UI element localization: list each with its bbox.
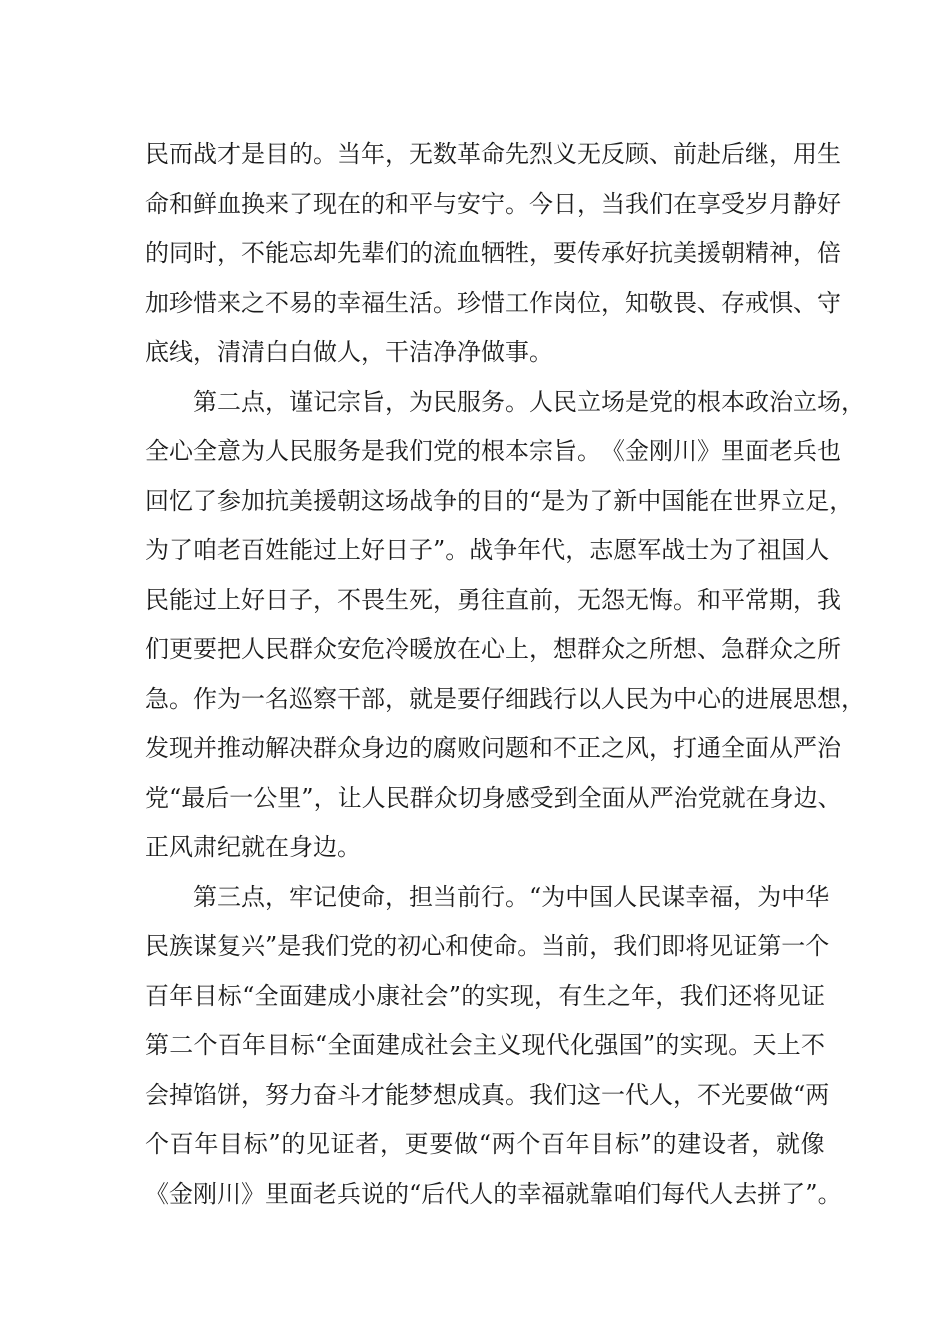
text-line: 命 和 鲜 血 换 来 了 现 在 的 和 平 与 安 宁 。 今 日 ， 当 我 们 在 享 受 岁 月 静 好: [145, 189, 841, 218]
text-line: 正风肃纪就在身边。: [145, 833, 361, 861]
text-line: 民 而 战 才 是 目 的 。 当 年 ， 无 数 革 命 先 烈 义 无 反 顾 、 前 赴 后 继 ， 用 生: [145, 140, 841, 168]
text-line: 加 珍 惜 来 之 不 易 的 幸 福 生 活 。 珍 惜 工 作 岗 位 ， 知 敬 畏 、 存 戒 惧 、 守: [145, 288, 841, 317]
text-line: 回 忆 了 参 加 抗 美 援 朝 这 场 战 争 的 目 的 “ 是 为 了 新 中 国 能 在 世 界 立 足 ，: [145, 486, 854, 515]
body-text: [145, 130, 865, 1219]
text-line: 的 同 时 ， 不 能 忘 却 先 辈 们 的 流 血 牺 牲 ， 要 传 承 好 抗 美 援 朝 精 神 ， 倍: [145, 239, 841, 267]
text-line: 民 族 谋 复 兴 ” 是 我 们 党 的 初 心 和 使 命 。 当 前 ， 我 们 即 将 见 证 第 一 个: [145, 932, 830, 960]
text-line: 急 。 作 为 一 名 巡 察 干 部 ， 就 是 要 仔 细 践 行 以 人 民 为 中 心 的 进 展 思 想 ，: [145, 684, 865, 713]
text-line: 《 金 刚 川 》 里 面 老 兵 说 的 “ 后 代 人 的 幸 福 就 靠 咱 们 每 代 人 去 拼 了 ” 。: [145, 1179, 842, 1208]
text-line: 民 能 过 上 好 日 子 ， 不 畏 生 死 ， 勇 往 直 前 ， 无 怨 无 悔 。 和 平 常 期 ， 我: [145, 585, 841, 614]
text-line: 发 现 并 推 动 解 决 群 众 身 边 的 腐 败 问 题 和 不 正 之 风 ， 打 通 全 面 从 严 治: [145, 734, 841, 762]
text-line: 第 二 点 ， 谨 记 宗 旨 ， 为 民 服 务 。 人 民 立 场 是 党 的 根 本 政 治 立 场 ，: [193, 387, 865, 416]
text-line: 第 三 点 ， 牢 记 使 命 ， 担 当 前 行 。 “ 为 中 国 人 民 谋 幸 福 ， 为 中 华: [193, 882, 830, 911]
text-line: 为 了 咱 老 百 姓 能 过 上 好 日 子 ” 。 战 争 年 代 ， 志 愿 军 战 士 为 了 祖 国 人: [145, 536, 830, 564]
text-line: 们 更 要 把 人 民 群 众 安 危 冷 暖 放 在 心 上 ， 想 群 众 之 所 想 、 急 群 众 之 所: [145, 635, 841, 663]
text-line: 个 百 年 目 标 ” 的 见 证 者 ， 更 要 做 “ 两 个 百 年 目 标 ” 的 建 设 者 ， 就 像: [145, 1130, 825, 1158]
text-line: 百 年 目 标 “ 全 面 建 成 小 康 社 会 ” 的 实 现 ， 有 生 之 年 ， 我 们 还 将 见 证: [145, 981, 825, 1010]
text-line: 全 心 全 意 为 人 民 服 务 是 我 们 党 的 根 本 宗 旨 。 《 金 刚 川 》 里 面 老 兵 也: [145, 437, 841, 465]
text-line: 党 “ 最 后 一 公 里 ” ， 让 人 民 群 众 切 身 感 受 到 全 面 从 严 治 党 就 在 身 边 、: [145, 783, 842, 812]
text-line: 会 掉 馅 饼 ， 努 力 奋 斗 才 能 梦 想 成 真 。 我 们 这 一 代 人 ， 不 光 要 做 “ 两: [145, 1080, 830, 1109]
text-line: 第 二 个 百 年 目 标 “ 全 面 建 成 社 会 主 义 现 代 化 强 国 ” 的 实 现 。 天 上 不: [145, 1031, 825, 1059]
text-line: 底线，清清白白做人，干洁净净做事。: [145, 338, 553, 366]
